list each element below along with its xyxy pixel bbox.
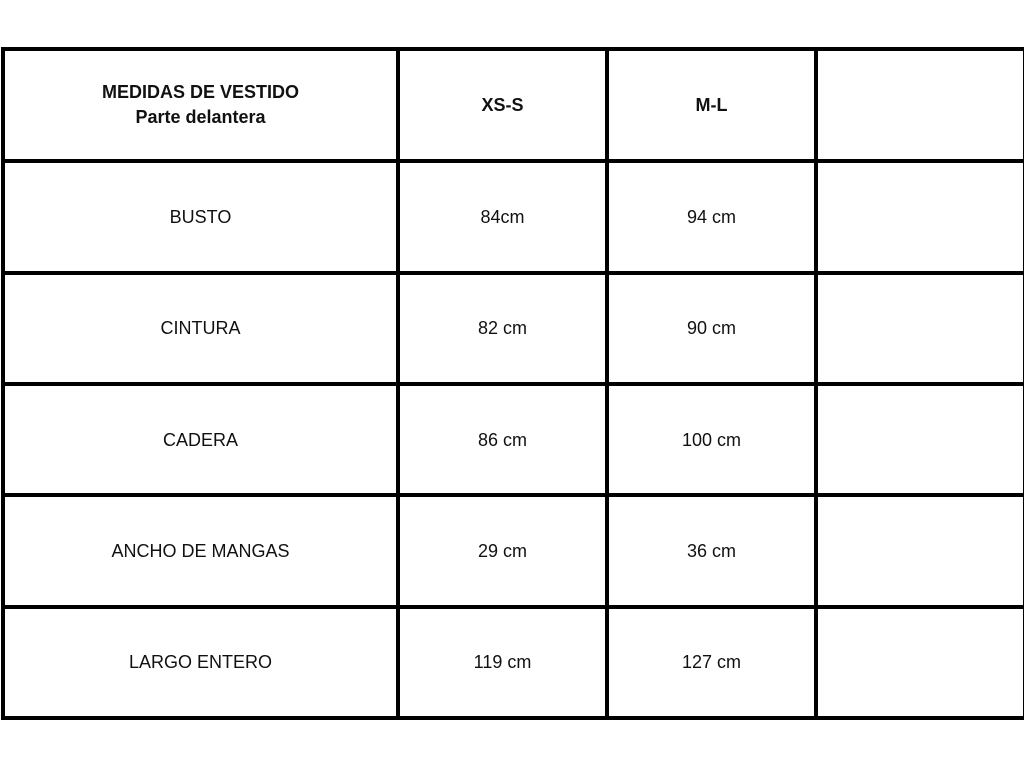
table-row (3, 273, 1024, 384)
cell-value: 94 cm (607, 161, 816, 272)
table-header-row (3, 49, 1024, 161)
cell-value (816, 495, 1024, 606)
size-header-m-l (607, 49, 816, 161)
cell-value: 90 cm (607, 273, 816, 384)
size-header-xs-s (398, 49, 607, 161)
size-label: M-L (695, 94, 728, 115)
cell-value: 82 cm (398, 273, 607, 384)
table-row (3, 607, 1024, 718)
size-header-empty (816, 49, 1024, 161)
cell-value (816, 161, 1024, 272)
row-label: LARGO ENTERO (3, 607, 398, 718)
table-row (3, 161, 1024, 272)
cell-value: 100 cm (607, 384, 816, 495)
measurements-table (1, 47, 1024, 720)
cell-value (816, 607, 1024, 718)
cell-value: 86 cm (398, 384, 607, 495)
cell-value: 119 cm (398, 607, 607, 718)
row-label: CINTURA (3, 273, 398, 384)
table-subtitle: Parte delantera (135, 107, 266, 128)
row-label: CADERA (3, 384, 398, 495)
table-title: MEDIDAS DE VESTIDO (101, 82, 300, 103)
cell-value (816, 273, 1024, 384)
row-label: BUSTO (3, 161, 398, 272)
table-row (3, 384, 1024, 495)
cell-value: 36 cm (607, 495, 816, 606)
cell-value: 84cm (398, 161, 607, 272)
cell-value (816, 384, 1024, 495)
row-label: ANCHO DE MANGAS (3, 495, 398, 606)
header-title-cell (3, 49, 398, 161)
cell-value: 127 cm (607, 607, 816, 718)
size-label: XS-S (481, 94, 524, 115)
cell-value: 29 cm (398, 495, 607, 606)
table-row (3, 495, 1024, 606)
